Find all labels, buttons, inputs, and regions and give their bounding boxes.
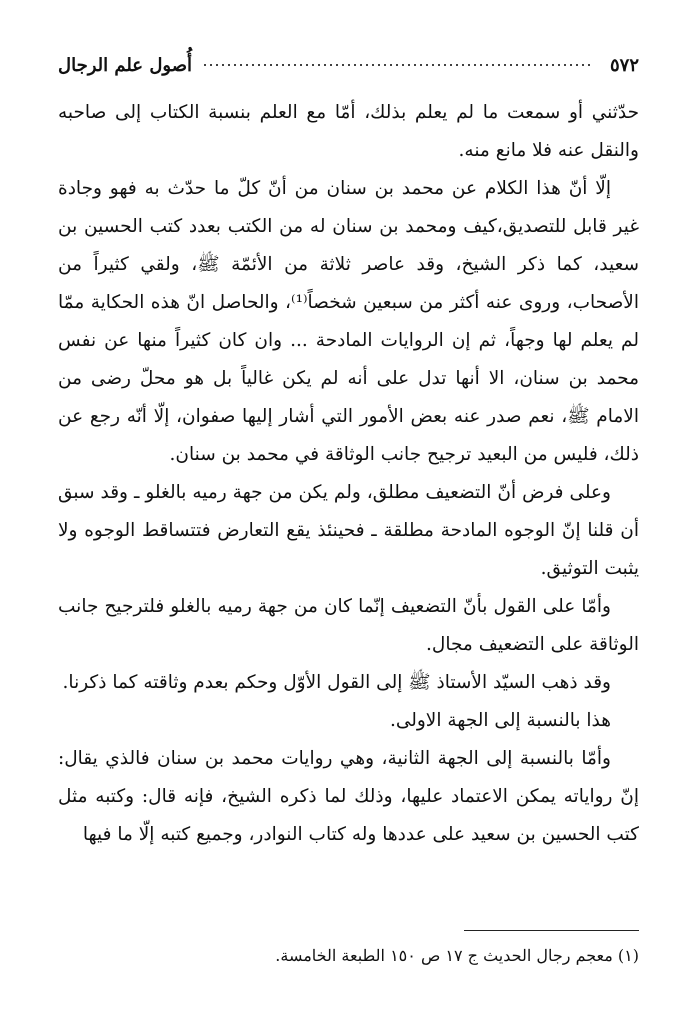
- footnote: (١) معجم رجال الحديث ج ١٧ ص ١٥٠ الطبعة الخامسة.: [275, 946, 639, 965]
- page-header: [58, 48, 639, 82]
- paragraph: إلّا أنّ هذا الكلام عن محمد بن سنان من أنّ كلّ ما حدّث به فهو وجادة غير قابل للتصديق،كيف ومحمد بن سنان له من الكتب بعدد كتب الحسين بن سعيد، كما ذكر الشيخ، وقد عاصر ثلاثة من الأئمّة ﷺ، ولقي كثيراً من الأصحاب، وروى عنه أكثر من سبعين شخصاً⁽¹⁾، والحاصل انّ هذه الحكاية ممّا لم يعلم لها وجهاً، ثم إن الروايات المادحة ... وان كان كثيراً منها عن نفس محمد بن سنان، الا أنها تدل على أنه لم يكن غالياً بل هو محلّ رضى من الامام ﷺ، نعم صدر عنه بعض الأمور التي أشار إليها صفوان، إلّا أنّه رجع عن ذلك، فليس من البعيد ترجيح جانب الوثاقة في محمد بن سنان.: [58, 178, 639, 465]
- paragraph-continuation: حدّثني أو سمعت ما لم يعلم بذلك، أمّا مع العلم بنسبة الكتاب إلى صاحبه والنقل عنه فلا مانع منه.: [58, 102, 639, 161]
- paragraph: وعلى فرض أنّ التضعيف مطلق، ولم يكن من جهة رميه بالغلو ـ وقد سبق أن قلنا إنّ الوجوه المادحة مطلقة ـ فحينئذ يقع التعارض فتتساقط الوجوه ولا يثبت التوثيق.: [58, 482, 639, 579]
- page-body: [58, 94, 639, 854]
- header-dotted-leader: [202, 64, 592, 66]
- footnote-divider: [464, 930, 639, 931]
- running-title: أُصول علم الرجال: [58, 54, 192, 76]
- paragraph: هذا بالنسبة إلى الجهة الاولى.: [389, 710, 611, 731]
- page-number: ٥٧٢: [609, 54, 639, 76]
- paragraph: وأمّا على القول بأنّ التضعيف إنّما كان من جهة رميه بالغلو فلترجيح جانب الوثاقة على التضعيف مجال.: [58, 596, 639, 655]
- paragraph: وقد ذهب السيّد الأستاذ ﷺ إلى القول الأوّل وحكم بعدم وثاقته كما ذكرنا.: [62, 672, 611, 693]
- paragraph: وأمّا بالنسبة إلى الجهة الثانية، وهي روايات محمد بن سنان فالذي يقال: إنّ رواياته يمكن الاعتماد عليها، وذلك لما ذكره الشيخ، فإنه قال: وكتبه مثل كتب الحسين بن سعيد على عددها وله كتاب النوادر، وجميع كتبه إلّا ما فيها: [58, 748, 639, 845]
